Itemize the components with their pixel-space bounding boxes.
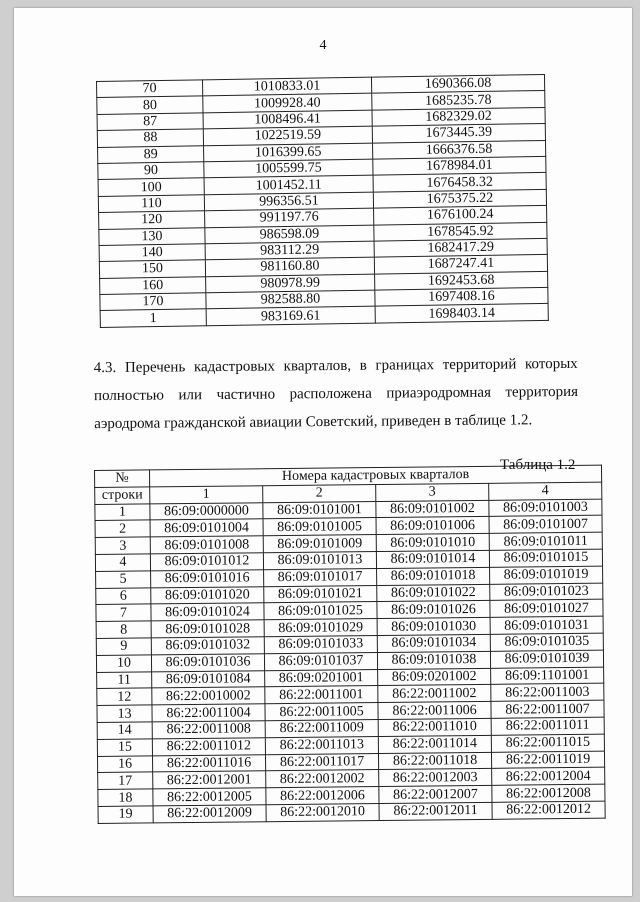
cadastral-number-cell: 86:22:0011016	[152, 754, 265, 772]
cadastral-number-cell: 86:09:0101035	[490, 633, 603, 651]
cadastral-number-cell: 86:09:0101011	[489, 532, 602, 550]
cadastral-number-cell: 86:09:0101084	[152, 670, 265, 688]
cadastral-number-cell: 86:09:0101018	[377, 567, 490, 585]
cadastral-number-cell: 86:09:0101039	[490, 650, 603, 668]
header-cell-rowlabel: строки	[95, 487, 150, 504]
cadastral-number-cell: 86:09:0101008	[150, 536, 263, 554]
cadastral-number-cell: 86:22:0012005	[153, 788, 266, 806]
cadastral-number-cell: 86:22:0012001	[153, 771, 266, 789]
table-cell: 980978.99	[206, 274, 375, 293]
table-cell: 150	[99, 260, 205, 278]
row-number-cell: 12	[97, 688, 152, 705]
table-cell: 140	[99, 244, 205, 262]
table-cell: 1	[100, 309, 206, 327]
row-number-cell: 10	[96, 655, 151, 672]
table-cell: 991197.76	[205, 208, 374, 227]
cadastral-number-cell: 86:09:0101032	[151, 637, 264, 655]
cadastral-number-cell: 86:22:0011003	[491, 684, 604, 702]
cadastral-number-cell: 86:09:0101017	[264, 568, 377, 586]
cadastral-number-cell: 86:09:0101033	[264, 636, 377, 654]
cadastral-number-cell: 86:09:0101010	[376, 534, 489, 552]
table-cell: 88	[97, 129, 203, 147]
cadastral-number-cell: 86:09:0101004	[150, 519, 263, 537]
cadastral-number-cell: 86:22:0011010	[378, 718, 491, 736]
table-cell: 100	[98, 178, 204, 196]
cadastral-number-cell: 86:22:0011009	[265, 719, 378, 737]
header-cell-col-number: 2	[263, 484, 376, 502]
table-cell: 1698403.14	[375, 304, 548, 323]
cadastral-number-cell: 86:22:0011014	[378, 735, 491, 753]
cadastral-number-cell: 86:09:0101001	[263, 501, 376, 519]
cadastral-number-cell: 86:09:0101023	[490, 583, 603, 601]
cadastral-number-cell: 86:09:1101001	[491, 667, 604, 685]
cadastral-number-cell: 86:09:0101022	[377, 584, 490, 602]
cadastral-number-cell: 86:22:0012003	[379, 769, 492, 787]
cadastral-number-cell: 86:09:0101026	[377, 601, 490, 619]
cadastral-number-cell: 86:09:0101027	[490, 600, 603, 618]
table-cell: 170	[100, 293, 206, 311]
header-cell-group: Номера кадастровых кварталов	[150, 465, 602, 487]
table-cell: 1005599.75	[204, 159, 373, 178]
cadastral-number-cell: 86:09:0201001	[265, 669, 378, 687]
cadastral-number-cell: 86:22:0011001	[265, 686, 378, 704]
table-caption: Таблица 1.2	[500, 457, 576, 473]
cadastral-number-cell: 86:22:0011011	[491, 717, 604, 735]
table-cell: 110	[98, 195, 204, 213]
cadastral-number-cell: 86:09:0101029	[264, 619, 377, 637]
table-cell: 87	[97, 113, 203, 131]
table-cell: 983112.29	[205, 241, 374, 260]
cadastral-number-cell: 86:09:0101003	[489, 499, 602, 517]
cadastral-number-cell: 86:22:0012009	[153, 805, 266, 823]
table-cell: 1678545.92	[374, 222, 547, 241]
cadastral-number-cell: 86:09:0101002	[376, 500, 489, 518]
cadastral-number-cell: 86:22:0012010	[266, 803, 379, 821]
table-cell: 1692453.68	[375, 271, 548, 290]
cadastral-number-cell: 86:22:0011006	[378, 702, 491, 720]
table-cell: 983169.61	[206, 307, 375, 326]
cadastral-number-cell: 86:09:0101012	[150, 553, 263, 571]
row-number-cell: 16	[97, 755, 152, 772]
cadastral-number-cell: 86:22:0011018	[378, 752, 491, 770]
cadastral-number-cell: 86:22:0012007	[379, 785, 492, 803]
table-cell: 982588.80	[206, 290, 375, 309]
cadastral-number-cell: 86:09:0101021	[264, 585, 377, 603]
cadastral-number-cell: 86:09:0101014	[376, 550, 489, 568]
table-cell: 1666376.58	[373, 140, 546, 159]
cadastral-number-cell: 86:22:0011017	[265, 753, 378, 771]
cadastral-quarters-table	[94, 465, 606, 824]
section-paragraph: 4.3. Перечень кадастровых кварталов, в границах территорий которых полностью или частично расположена приаэродромная территория аэродрома гражданской авиации Советский, приведен в таблице 1.2.	[93, 355, 579, 433]
row-number-cell: 6	[96, 587, 151, 604]
cadastral-number-cell: 86:22:0011015	[491, 734, 604, 752]
cadastral-number-cell: 86:09:0101030	[377, 618, 490, 636]
cadastral-number-cell: 86:22:0011019	[491, 751, 604, 769]
cadastral-number-cell: 86:09:0101028	[151, 620, 264, 638]
cadastral-number-cell: 86:22:0010002	[152, 687, 265, 705]
table-cell: 996356.51	[204, 192, 373, 211]
cadastral-number-cell: 86:22:0011013	[265, 736, 378, 754]
cadastral-number-cell: 86:22:0011008	[152, 721, 265, 739]
table-cell: 986598.09	[205, 225, 374, 244]
coordinates-table	[96, 74, 549, 328]
cadastral-number-cell: 86:09:0101013	[263, 552, 376, 570]
cadastral-number-cell: 86:09:0101005	[263, 518, 376, 536]
cadastral-number-cell: 86:09:0000000	[150, 502, 263, 520]
row-number-cell: 1	[95, 504, 150, 521]
table-cell: 90	[98, 162, 204, 180]
cadastral-number-cell: 86:09:0101009	[263, 535, 376, 553]
header-cell-number: №	[95, 470, 150, 487]
row-number-cell: 2	[95, 520, 150, 537]
row-number-cell: 15	[97, 739, 152, 756]
cadastral-number-cell: 86:09:0101006	[376, 517, 489, 535]
cadastral-number-cell: 86:22:0012008	[492, 784, 605, 802]
table-cell: 1682417.29	[374, 238, 547, 257]
row-number-cell: 9	[96, 638, 151, 655]
row-number-cell: 11	[97, 671, 152, 688]
header-cell-col-number: 1	[150, 486, 263, 504]
table-cell: 1675375.22	[373, 189, 546, 208]
cadastral-number-cell: 86:09:0101019	[490, 566, 603, 584]
table-cell: 160	[100, 276, 206, 294]
cadastral-number-cell: 86:22:0011012	[152, 737, 265, 755]
table-cell: 1010833.01	[202, 77, 371, 96]
cadastral-number-cell: 86:09:0101025	[264, 602, 377, 620]
table-cell: 1016399.65	[204, 143, 373, 162]
table-cell: 1009928.40	[203, 94, 372, 113]
cadastral-number-cell: 86:22:0012004	[492, 768, 605, 786]
row-number-cell: 3	[95, 537, 150, 554]
table-cell: 981160.80	[205, 257, 374, 276]
header-cell-col-number: 3	[376, 483, 489, 501]
cadastral-number-cell: 86:09:0101007	[489, 516, 602, 534]
table-cell: 1687247.41	[374, 255, 547, 274]
table-cell: 80	[97, 96, 203, 114]
row-number-cell: 18	[98, 789, 153, 806]
cadastral-number-cell: 86:09:0201002	[378, 668, 491, 686]
table-cell: 1685235.78	[372, 91, 545, 110]
table-cell: 1697408.16	[375, 288, 548, 307]
cadastral-number-cell: 86:09:0101034	[377, 634, 490, 652]
header-cell-col-number: 4	[489, 482, 602, 500]
row-number-cell: 19	[98, 806, 153, 823]
cadastral-number-cell: 86:22:0011002	[378, 685, 491, 703]
document-page	[14, 8, 632, 896]
row-number-cell: 14	[97, 722, 152, 739]
row-number-cell: 4	[95, 554, 150, 571]
table-cell: 1678984.01	[373, 156, 546, 175]
table-cell: 1676458.32	[373, 173, 546, 192]
page-number: 4	[319, 38, 327, 53]
table-cell: 1690366.08	[371, 74, 544, 93]
table-cell: 89	[98, 145, 204, 163]
cadastral-number-cell: 86:22:0012012	[492, 801, 605, 819]
table-cell: 1673445.39	[372, 124, 545, 143]
cadastral-number-cell: 86:22:0012006	[266, 787, 379, 805]
table-cell: 1022519.59	[203, 126, 372, 145]
row-number-cell: 5	[96, 571, 151, 588]
cadastral-number-cell: 86:09:0101020	[151, 586, 264, 604]
row-number-cell: 13	[97, 705, 152, 722]
cadastral-number-cell: 86:09:0101024	[151, 603, 264, 621]
row-number-cell: 8	[96, 621, 151, 638]
table-cell: 1676100.24	[374, 206, 547, 225]
cadastral-number-cell: 86:09:0101038	[377, 651, 490, 669]
cadastral-number-cell: 86:09:0101016	[151, 570, 264, 588]
table-cell: 1682329.02	[372, 107, 545, 126]
table-cell: 1008496.41	[203, 110, 372, 129]
row-number-cell: 7	[96, 604, 151, 621]
cadastral-number-cell: 86:22:0012011	[379, 802, 492, 820]
cadastral-number-cell: 86:22:0012002	[266, 770, 379, 788]
table-cell: 70	[97, 80, 203, 98]
cadastral-number-cell: 86:22:0011005	[265, 703, 378, 721]
cadastral-number-cell: 86:09:0101031	[490, 616, 603, 634]
cadastral-number-cell: 86:09:0101015	[489, 549, 602, 567]
table-cell: 130	[99, 227, 205, 245]
cadastral-number-cell: 86:22:0011004	[152, 704, 265, 722]
table-cell: 120	[99, 211, 205, 229]
cadastral-number-cell: 86:09:0101036	[151, 653, 264, 671]
table-cell: 1001452.11	[204, 176, 373, 195]
row-number-cell: 17	[98, 772, 153, 789]
cadastral-number-cell: 86:09:0101037	[264, 652, 377, 670]
cadastral-number-cell: 86:22:0011007	[491, 700, 604, 718]
